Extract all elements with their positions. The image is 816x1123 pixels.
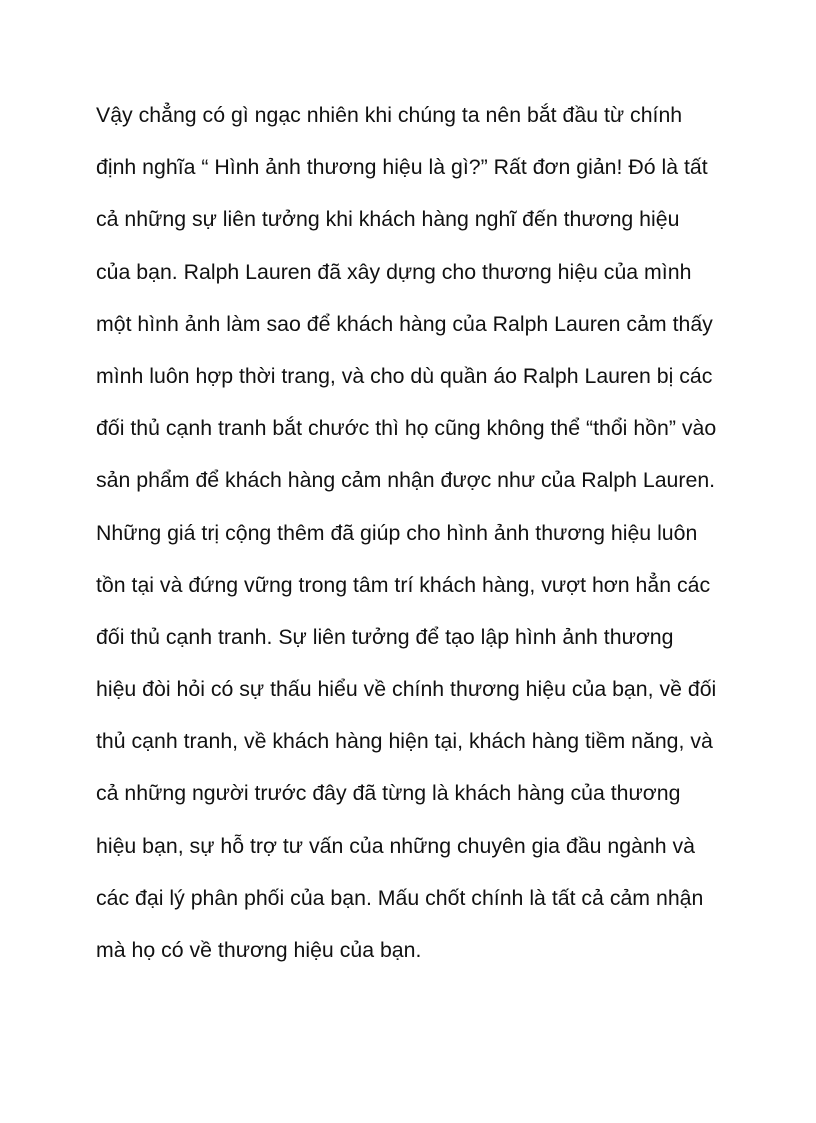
paragraph-line: mà họ có về thương hiệu của bạn. xyxy=(96,938,422,962)
paragraph-line: một hình ảnh làm sao để khách hàng của Ralph Lauren cảm thấy xyxy=(96,311,713,336)
paragraph-line: Những giá trị cộng thêm đã giúp cho hình ảnh thương hiệu luôn xyxy=(96,520,698,545)
paragraph-line: đối thủ cạnh tranh. Sự liên tưởng để tạo lập hình ảnh thương xyxy=(96,624,674,649)
paragraph-line: thủ cạnh tranh, về khách hàng hiện tại, khách hàng tiềm năng, và xyxy=(96,729,713,754)
paragraph-line: hiệu bạn, sự hỗ trợ tư vấn của những chuyên gia đầu ngành và xyxy=(96,833,696,858)
paragraph-line: của bạn. Ralph Lauren đã xây dựng cho thương hiệu của mình xyxy=(96,259,692,284)
paragraph-line: đối thủ cạnh tranh bắt chước thì họ cũng không thể “thổi hồn” vào xyxy=(96,416,717,441)
paragraph-line: định nghĩa “ Hình ảnh thương hiệu là gì?” Rất đơn giản! Đó là tất xyxy=(96,155,708,180)
body-paragraph xyxy=(96,98,736,985)
paragraph-line: tồn tại và đứng vững trong tâm trí khách hàng, vượt hơn hẳn các xyxy=(96,572,711,597)
paragraph-line: mình luôn hợp thời trang, và cho dù quần áo Ralph Lauren bị các xyxy=(96,363,713,388)
paragraph-line: cả những sự liên tưởng khi khách hàng nghĩ đến thương hiệu xyxy=(96,207,680,232)
paragraph-line: hiệu đòi hỏi có sự thấu hiểu về chính thương hiệu của bạn, về đối xyxy=(96,677,717,702)
paragraph-line: sản phẩm để khách hàng cảm nhận được như của Ralph Lauren. xyxy=(96,468,716,493)
paragraph-line: cả những người trước đây đã từng là khách hàng của thương xyxy=(96,781,681,806)
paragraph-line: Vậy chẳng có gì ngạc nhiên khi chúng ta nên bắt đầu từ chính xyxy=(96,103,683,127)
paragraph-line: các đại lý phân phối của bạn. Mấu chốt chính là tất cả cảm nhận xyxy=(96,885,704,910)
